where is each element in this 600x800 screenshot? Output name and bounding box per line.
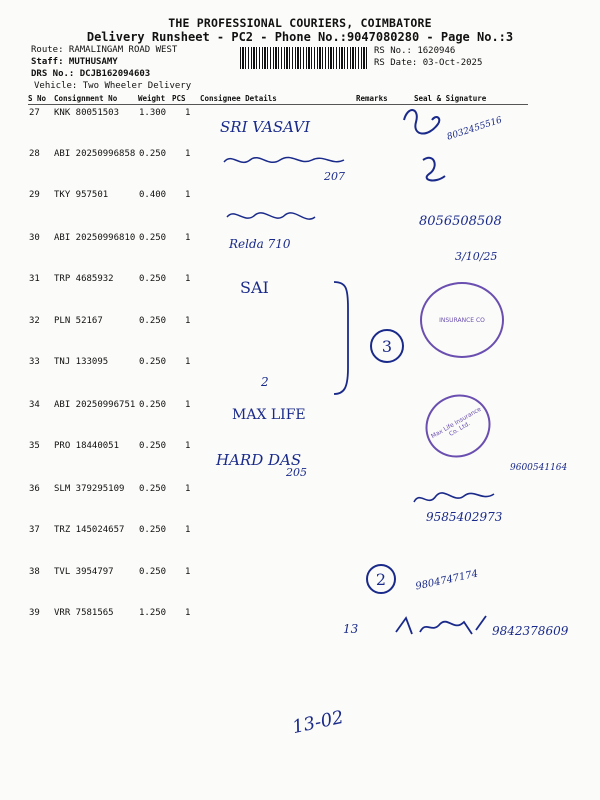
handwritten-consignee-30: Relda 710 bbox=[229, 237, 291, 251]
handwritten-sub-39: 13 bbox=[343, 622, 359, 636]
row-weight: 0.250 bbox=[139, 400, 167, 410]
row-weight: 0.250 bbox=[139, 233, 167, 243]
handwritten-consignee-28: 207 bbox=[324, 170, 345, 183]
signature-28 bbox=[415, 150, 455, 190]
row-pcs: 1 bbox=[185, 149, 191, 159]
handwritten-consignee-27: SRI VASAVI bbox=[220, 118, 311, 136]
row-pcs: 1 bbox=[185, 484, 191, 494]
row-sno: 31 bbox=[29, 274, 40, 284]
table-row bbox=[0, 233, 600, 273]
row-sno: 32 bbox=[29, 316, 40, 326]
handwritten-phone-29: 8056508508 bbox=[419, 214, 502, 229]
row-weight: 0.250 bbox=[139, 441, 167, 451]
handwritten-mark-33: 2 bbox=[261, 375, 269, 389]
col-sno: S No bbox=[28, 94, 47, 103]
row-sno: 35 bbox=[29, 441, 40, 451]
row-pcs: 1 bbox=[185, 608, 191, 618]
handwritten-consignee-34: MAX LIFE bbox=[232, 407, 306, 423]
handwritten-consignee-35: HARD DAS bbox=[216, 451, 302, 469]
tamil-scribble-29 bbox=[223, 205, 343, 229]
col-weight: Weight bbox=[138, 94, 166, 103]
row-weight: 0.250 bbox=[139, 567, 167, 577]
runsheet-subtitle: Delivery Runsheet - PC2 - Phone No.:9047080280 - Page No.:3 bbox=[86, 30, 514, 44]
circled-count-2: 2 bbox=[366, 564, 396, 594]
insurance-stamp: INSURANCE CO bbox=[420, 282, 504, 358]
tamil-scribble-28 bbox=[220, 150, 350, 172]
vehicle-label: Vehicle: Two Wheeler Delivery bbox=[34, 81, 192, 91]
row-weight: 0.250 bbox=[139, 484, 167, 494]
row-consignment: TRP 4685932 bbox=[54, 274, 114, 284]
row-consignment: KNK 80051503 bbox=[54, 108, 120, 118]
row-sno: 28 bbox=[29, 149, 40, 159]
row-weight: 0.400 bbox=[139, 190, 167, 200]
col-seal-signature: Seal & Signature bbox=[414, 94, 487, 103]
row-consignment: TRZ 145024657 bbox=[54, 525, 125, 535]
bracket-31-34 bbox=[330, 278, 360, 398]
row-pcs: 1 bbox=[185, 400, 191, 410]
row-weight: 1.300 bbox=[139, 108, 167, 118]
row-sno: 37 bbox=[29, 525, 40, 535]
row-sno: 30 bbox=[29, 233, 40, 243]
staff-label: Staff: MUTHUSAMY bbox=[31, 57, 118, 67]
row-sno: 27 bbox=[29, 108, 40, 118]
max-life-stamp: Max Life Insurance Co. Ltd. bbox=[414, 383, 502, 470]
row-pcs: 1 bbox=[185, 190, 191, 200]
signature-39 bbox=[392, 612, 492, 642]
row-weight: 1.250 bbox=[139, 608, 167, 618]
row-consignment: TKY 957501 bbox=[54, 190, 109, 200]
rs-date: RS Date: 03-Oct-2025 bbox=[374, 58, 483, 68]
signature-36 bbox=[410, 482, 500, 512]
table-row bbox=[0, 357, 600, 397]
company-title: THE PROFESSIONAL COURIERS, COIMBATORE bbox=[168, 16, 432, 30]
table-row bbox=[0, 274, 600, 314]
row-sno: 38 bbox=[29, 567, 40, 577]
handwritten-phone-39: 9842378609 bbox=[492, 624, 569, 638]
table-row bbox=[0, 484, 600, 524]
row-pcs: 1 bbox=[185, 525, 191, 535]
row-weight: 0.250 bbox=[139, 149, 167, 159]
row-weight: 0.250 bbox=[139, 316, 167, 326]
table-row bbox=[0, 567, 600, 607]
handwritten-date-30: 3/10/25 bbox=[455, 250, 498, 263]
row-consignment: SLM 379295109 bbox=[54, 484, 125, 494]
rs-number: RS No.: 1620946 bbox=[374, 46, 456, 56]
row-consignment: PLN 52167 bbox=[54, 316, 103, 326]
handwritten-consignee-31: SAI bbox=[240, 278, 269, 297]
row-pcs: 1 bbox=[185, 274, 191, 284]
row-consignment: TNJ 133095 bbox=[54, 357, 109, 367]
row-pcs: 1 bbox=[185, 441, 191, 451]
col-consignment: Consignment No bbox=[54, 94, 118, 103]
row-pcs: 1 bbox=[185, 108, 191, 118]
row-pcs: 1 bbox=[185, 316, 191, 326]
row-pcs: 1 bbox=[185, 233, 191, 243]
header-divider bbox=[28, 104, 528, 105]
handwritten-bottom-total: 13-02 bbox=[290, 706, 346, 739]
row-sno: 36 bbox=[29, 484, 40, 494]
row-weight: 0.250 bbox=[139, 274, 167, 284]
barcode bbox=[240, 47, 368, 69]
handwritten-phone-27: 8032455516 bbox=[445, 115, 504, 143]
handwritten-phone-36: 9585402973 bbox=[426, 510, 503, 524]
row-consignment: ABI 20250996751 bbox=[54, 400, 136, 410]
row-pcs: 1 bbox=[185, 357, 191, 367]
col-remarks: Remarks bbox=[356, 94, 388, 103]
row-pcs: 1 bbox=[185, 567, 191, 577]
row-consignment: ABI 20250996810 bbox=[54, 233, 136, 243]
table-row bbox=[0, 316, 600, 356]
row-sno: 29 bbox=[29, 190, 40, 200]
route-label: Route: RAMALINGAM ROAD WEST bbox=[31, 45, 178, 55]
row-sno: 34 bbox=[29, 400, 40, 410]
row-sno: 33 bbox=[29, 357, 40, 367]
row-weight: 0.250 bbox=[139, 357, 167, 367]
circled-count-3: 3 bbox=[370, 329, 404, 363]
row-consignment: ABI 20250996858 bbox=[54, 149, 136, 159]
col-consignee: Consignee Details bbox=[200, 94, 277, 103]
table-row bbox=[0, 525, 600, 565]
row-consignment: TVL 3954797 bbox=[54, 567, 114, 577]
handwritten-phone-38: 9804747174 bbox=[414, 568, 480, 593]
col-pcs: PCS bbox=[172, 94, 186, 103]
row-weight: 0.250 bbox=[139, 525, 167, 535]
handwritten-phone-35: 9600541164 bbox=[510, 463, 568, 473]
row-sno: 39 bbox=[29, 608, 40, 618]
signature-27 bbox=[398, 100, 448, 146]
drs-label: DRS No.: DCJB162094603 bbox=[31, 69, 151, 79]
handwritten-sub-35: 205 bbox=[286, 466, 307, 479]
row-consignment: PRO 18440051 bbox=[54, 441, 120, 451]
row-consignment: VRR 7581565 bbox=[54, 608, 114, 618]
